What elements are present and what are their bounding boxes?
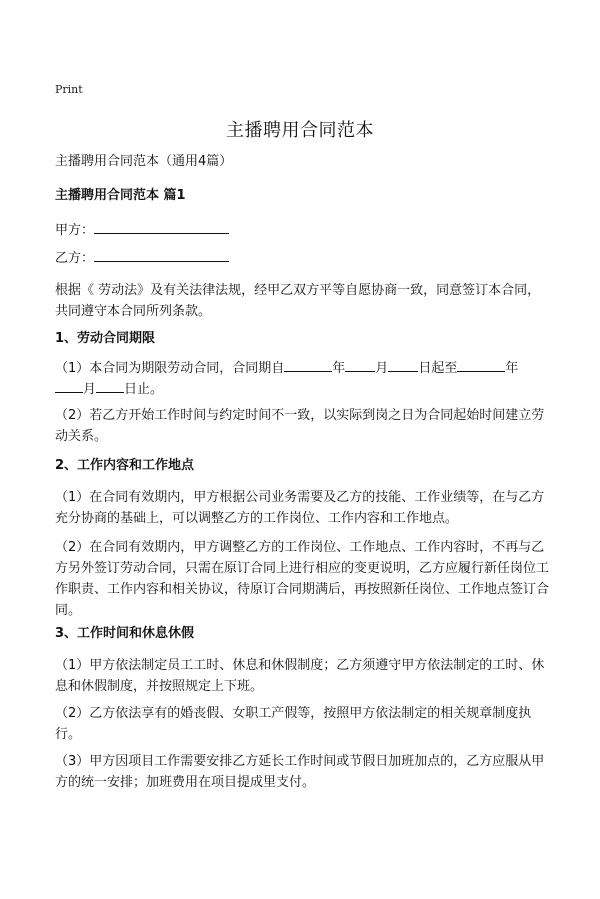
party-a-label: 甲方： [55,223,95,238]
section-3-clause-3: （3）甲方因项目工作需要安排乙方延长工作时间或节假日加班加点的，乙方应服从甲方的统一安排；加班费用在项目提成里支付。 [55,754,545,790]
section-1-clause-1 [55,358,550,400]
start-month-label: 月 [375,361,389,376]
start-day-label: 日起至 [418,361,458,376]
section-3-heading: 3、工作时间和休息休假 [55,626,195,641]
start-month-blank [345,358,375,372]
section-3-clause-1: （1）甲方依法制定员工工时、休息和休假制度；乙方须遵守甲方依法制定的工时、休息和休假制度，并按照规定上下班。 [55,658,545,694]
end-month-label: 月 [83,382,97,397]
section-2-clause-1: （1）在合同有效期内，甲方根据公司业务需要及乙方的技能、工作业绩等，在与乙方充分协商的基础上，可以调整乙方的工作岗位、工作内容和工作地点。 [55,490,545,526]
document-title: 主播聘用合同范本 [226,120,374,141]
party-b-label: 乙方： [55,251,95,266]
party-b-blank [94,248,229,262]
document-subtitle: 主播聘用合同范本（通用4篇） [55,154,233,169]
intro-paragraph: 根据《 劳动法》及有关法律法规，经甲乙双方平等自愿协商一致，同意签订本合同，共同遵守本合同所列条款。 [55,283,541,319]
print-label[interactable]: Print [55,83,83,96]
end-day-blank [96,379,124,393]
party-a-line [55,220,229,241]
section-1-heading: 1、劳动合同期限 [55,331,156,346]
start-year-blank [284,358,332,372]
party-b-line [55,248,229,269]
party-a-blank [94,220,229,234]
section-2-heading: 2、工作内容和工作地点 [55,458,195,473]
end-year-label: 年 [505,361,519,376]
section-2-clause-2: （2）在合同有效期内，甲方调整乙方的工作岗位、工作地点、工作内容时，不再与乙方另外签订劳动合同，只需在原订合同上进行相应的变更说明，乙方应履行新任岗位工作职责、工作内容和相关协议，待原订合同期满后，再按照新任岗位、工作地点签订合同。 [55,540,550,618]
end-month-blank [55,379,83,393]
start-year-label: 年 [332,361,346,376]
end-year-blank [457,358,505,372]
end-day-label: 日止。 [124,382,164,397]
section-1-clause-2: （2）若乙方开始工作时间与约定时间不一致，以实际到岗之日为合同起始时间建立劳动关系。 [55,408,545,444]
section-3-clause-2: （2）乙方依法享有的婚丧假、女职工产假等，按照甲方依法制定的相关规章制度执行。 [55,706,532,742]
clause-1-prefix: （1）本合同为期限劳动合同，合同期自 [55,361,285,376]
section-heading-main: 主播聘用合同范本 篇1 [55,188,186,203]
start-day-blank [388,358,418,372]
